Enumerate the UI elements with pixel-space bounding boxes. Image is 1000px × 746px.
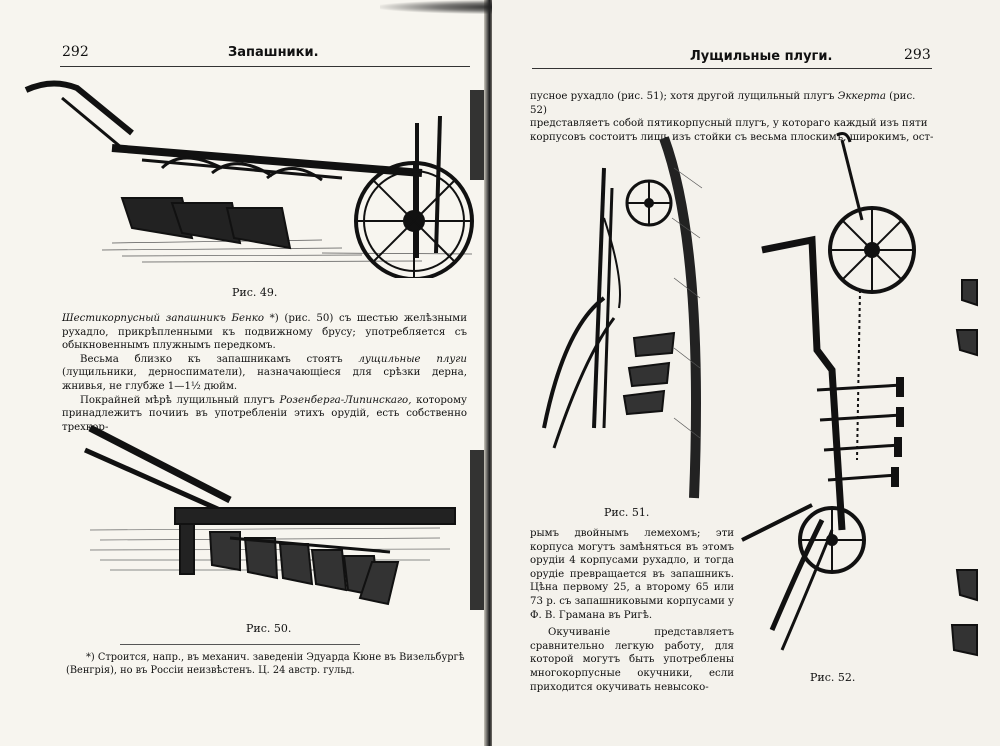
- para2-rest: (лущильники, дерноспиматели), назначающiеся для срѣзки дерна, жнивья, не глубже 1—1½ дюйм.: [62, 367, 467, 392]
- running-head-left: Запашники.: [228, 45, 319, 60]
- column-paragraph-1: рымъ двойнымъ лемехомъ; эти корпуса могутъ замѣняться въ этомъ орудiи 4 корпусами рухадло, и тогда орудiе превращается въ запашникъ. Цѣна первому 25, а второму 65 или 73 р. съ запашниковыми корпусами у Ф. В. Грамана въ Ригѣ.: [530, 528, 734, 621]
- top-line-1: [530, 90, 934, 117]
- running-head-right: Лущильные плуги.: [690, 49, 833, 64]
- footnote-line-2: (Венгрiя), но въ Россiи неизвѣстенъ. Ц. 24 австр. гульд.: [66, 665, 355, 676]
- top-line1-italic: Эккерта: [837, 91, 886, 102]
- column-paragraph-2: Окучиванiе представляетъ сравнительно легкую работу, для которой могутъ быть употреблены многокорпусные окучники, если приходится окучивать невысоко-: [530, 627, 734, 693]
- top-line1-a: пусное рухадло (рис. 51); хотя другой лущильный плугъ: [530, 91, 835, 102]
- header-rule-right: [532, 68, 932, 69]
- figure-52-plough-illustration: [732, 130, 982, 670]
- paragraph-2: [62, 353, 467, 394]
- para3-italic: Розенберга-Липинскаго,: [279, 394, 412, 406]
- top-line-3: корпусовъ состоитъ лишь изъ стойки съ весьма плоскимъ, широкимъ, ост-: [530, 131, 934, 143]
- top-line1-b: (рис. 52): [530, 91, 916, 116]
- para2-italic: лущильные плуги: [358, 353, 467, 365]
- figure-51-plough-illustration: [524, 128, 710, 500]
- footnote: [66, 651, 471, 677]
- para1-rest: *) (рис. 50) съ шестью желѣзными рухадло, прикрѣпленными къ подвижному брусу; употребляется съ обыкновеннымъ плужнымъ передкомъ.: [62, 313, 468, 352]
- right-column-text: [530, 527, 734, 694]
- header-rule-left: [60, 66, 470, 67]
- right-page: [492, 0, 1000, 746]
- para3-rest: которому принадлежитъ почииъ въ употребленiи этихъ орудiй, есть собственно трехкор-: [62, 394, 467, 433]
- figure-49-plough-illustration: [22, 78, 484, 278]
- figure-52-caption: Рис. 52.: [810, 671, 856, 684]
- figure-51-caption: Рис. 51.: [604, 506, 650, 519]
- page-number-left: 292: [62, 44, 89, 60]
- footnote-line-1: *) Строится, напр., въ механич. заведенiи Эдуарда Кюне въ Визельбургѣ: [86, 652, 465, 663]
- para1-italic: Шестикорпусный запашникъ Бенко: [62, 313, 264, 324]
- left-page: [0, 0, 487, 746]
- paragraph-1: [62, 312, 467, 353]
- page-number-right: 293: [904, 47, 931, 63]
- footnote-rule: [120, 644, 360, 645]
- top-line-2: представляетъ собой пятикорпусный плугъ, у котораго каждый изъ пяти: [530, 118, 928, 130]
- left-body-text: [62, 312, 467, 434]
- para2-start: Весьма близко къ запашникамъ стоятъ: [80, 353, 343, 365]
- figure-50-plough-illustration: [80, 420, 460, 612]
- para3-start: Покрайней мѣрѣ лущильный плугъ: [80, 394, 275, 406]
- figure-49-caption: Рис. 49.: [232, 286, 278, 299]
- figure-50-caption: Рис. 50.: [246, 622, 292, 635]
